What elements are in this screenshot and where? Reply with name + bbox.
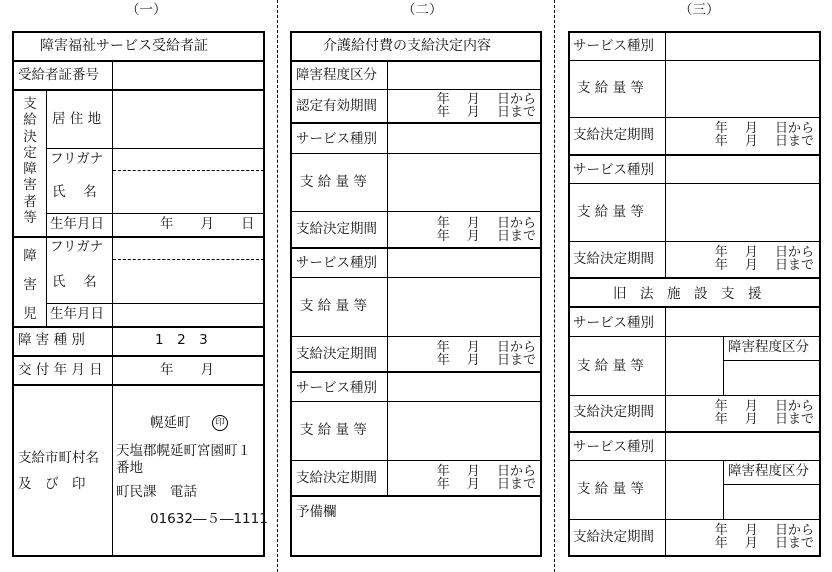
municipality-address-line2: 番地 — [116, 460, 143, 476]
cert-number-label: 受給者証番号 — [18, 67, 99, 83]
birth-date-label: 生年月日 — [50, 216, 104, 232]
p3-c-period-value: 年 月 日から 年 月 日まで — [714, 399, 814, 427]
p2-a-period-label: 支給決定期間 — [296, 221, 377, 237]
child-group-label: 障 害 児 — [23, 248, 37, 322]
p2-c-period-label: 支給決定期間 — [296, 470, 377, 486]
address-label: 居 住 地 — [52, 111, 102, 127]
p3-a-amount-label: 支 給 量 等 — [577, 80, 644, 96]
seal-mark-icon: 印 — [212, 415, 228, 431]
p2-valid-period-value: 年 月 日から 年 月 日まで — [436, 92, 536, 120]
notes-label: 予備欄 — [296, 504, 337, 520]
p3-d-amount-label: 支 給 量 等 — [577, 481, 644, 497]
p2-c-amount-label: 支 給 量 等 — [300, 422, 367, 438]
p2-a-period-value: 年 月 日から 年 月 日まで — [436, 216, 536, 244]
p3-b-service-type-label: サービス種別 — [573, 162, 654, 178]
p2-level-label: 障害程度区分 — [296, 67, 377, 83]
office-label: 町民課 電話 — [116, 484, 197, 500]
column-heading-2: （二） — [402, 2, 443, 18]
p3-c-level-label: 障害程度区分 — [728, 339, 809, 355]
issue-date-label: 交 付 年 月 日 — [18, 362, 103, 378]
name-label: 氏 名 — [52, 184, 97, 200]
p2-b-period-value: 年 月 日から 年 月 日まで — [436, 340, 536, 368]
old-law-facility-header: 旧 法 施 設 支 援 — [613, 286, 762, 302]
municipality-label: 支給市町村名 — [18, 450, 99, 466]
p3-d-period-value: 年 月 日から 年 月 日まで — [714, 523, 814, 551]
column-heading-1: （一） — [126, 2, 167, 18]
p3-a-period-value: 年 月 日から 年 月 日まで — [714, 121, 814, 149]
p2-b-period-label: 支給決定期間 — [296, 346, 377, 362]
p2-valid-period-label: 認定有効期間 — [296, 98, 377, 114]
child-furigana-label: フリガナ — [50, 239, 104, 255]
phone-number: 01632―５―1111 — [150, 511, 268, 527]
p2-a-service-type-label: サービス種別 — [296, 131, 377, 147]
furigana-label: フリガナ — [50, 151, 104, 167]
p3-c-period-label: 支給決定期間 — [573, 404, 654, 420]
municipality-address-line1: 天塩郡幌延町宮園町１ — [116, 443, 251, 459]
p2-b-service-type-label: サービス種別 — [296, 255, 377, 271]
municipality-seal-label: 及 び 印 — [18, 476, 86, 492]
p3-d-level-label: 障害程度区分 — [728, 463, 809, 479]
fold-line-right — [554, 0, 555, 572]
p2-c-service-type-label: サービス種別 — [296, 380, 377, 396]
p3-b-period-value: 年 月 日から 年 月 日まで — [714, 245, 814, 273]
p3-b-amount-label: 支 給 量 等 — [577, 204, 644, 220]
p3-a-period-label: 支給決定期間 — [573, 127, 654, 143]
child-name-label: 氏 名 — [52, 274, 97, 290]
p2-b-amount-label: 支 給 量 等 — [300, 298, 367, 314]
p3-b-period-label: 支給決定期間 — [573, 251, 654, 267]
fold-line-left — [277, 0, 278, 572]
p3-d-service-type-label: サービス種別 — [573, 439, 654, 455]
decision-title: 介護給付費の支給決定内容 — [323, 38, 491, 54]
p3-a-service-type-label: サービス種別 — [573, 38, 654, 54]
disability-type-value: 1 2 3 — [155, 332, 208, 348]
p2-a-amount-label: 支 給 量 等 — [300, 174, 367, 190]
issue-date-units: 年 月 — [160, 362, 214, 378]
p3-c-service-type-label: サービス種別 — [573, 315, 654, 331]
p2-c-period-value: 年 月 日から 年 月 日まで — [436, 464, 536, 492]
child-birth-date-label: 生年月日 — [50, 306, 104, 322]
column-heading-3: （三） — [679, 2, 720, 18]
recipient-group-label: 支 給 決 定 障 害 者 等 — [23, 96, 37, 227]
disability-type-label: 障 害 種 別 — [18, 332, 85, 348]
town-name: 幌延町 — [150, 415, 191, 431]
birth-date-units: 年 月 日 — [160, 216, 255, 232]
p3-c-amount-label: 支 給 量 等 — [577, 358, 644, 374]
certificate-title: 障害福祉サービス受給者証 — [40, 38, 208, 54]
p3-d-period-label: 支給決定期間 — [573, 529, 654, 545]
